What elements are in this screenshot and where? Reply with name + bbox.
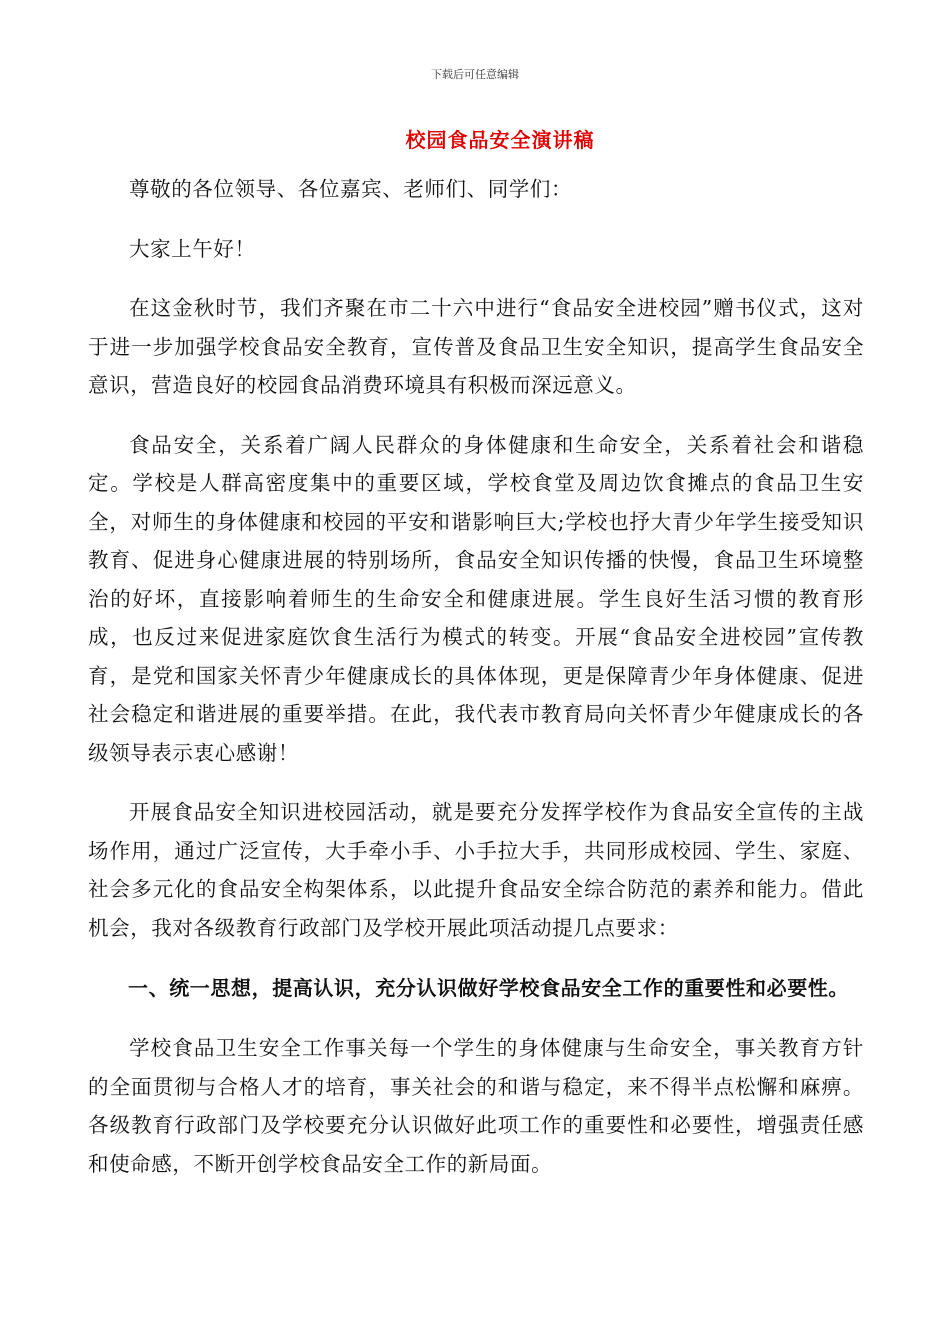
paragraph-intro: 在这金秋时节，我们齐聚在市二十六中进行“食品安全进校园”赠书仪式，这对于进一步加强学校食品安全教育，宣传普及食品卫生安全知识，提高学生食品安全意识，营造良好的校园食品消费环境具有积极而深远意义。 [88,296,864,397]
paragraph-food-safety: 食品安全，关系着广阔人民群众的身体健康和生命安全，关系着社会和谐稳定。学校是人群高密度集中的重要区域，学校食堂及周边饮食摊点的食品卫生安全，对师生的身体健康和校园的平安和谐影响巨大;学校也抒大青少年学生接受知识教育、促进身心健康进展的特别场所，食品安全知识传播的快慢，食品卫生环境整治的好坏，直接影响着师生的生命安全和健康进展。学生良好生活习惯的教育形成，也反过来促进家庭饮食生活行为模式的转变。开展“食品安全进校园”宣传教育，是党和国家关怀青少年健康成长的具体体现，更是保障青少年身体健康、促进社会稳定和谐进展的重要举措。在此，我代表市教育局向关怀青少年健康成长的各级领导表示衷心感谢！ [88,432,864,765]
paragraph-campaign: 开展食品安全知识进校园活动，就是要充分发挥学校作为食品安全宣传的主战场作用，通过广泛宣传，大手牵小手、小手拉大手，共同形成校园、学生、家庭、社会多元化的食品安全构架体系，以此提升食品安全综合防范的素养和能力。借此机会，我对各级教育行政部门及学校开展此项活动提几点要求： [88,800,864,940]
salutation: 尊敬的各位领导、各位嘉宾、老师们、同学们： [129,177,573,201]
paragraph-section-1: 学校食品卫生安全工作事关每一个学生的身体健康与生命安全，事关教育方针的全面贯彻与合格人才的培育，事关社会的和谐与稳定，来不得半点松懈和麻痹。各级教育行政部门及学校要充分认识做好此项工作的重要性和必要性，增强责任感和使命感，不断开创学校食品安全工作的新局面。 [88,1036,864,1176]
document-title: 校园食品安全演讲稿 [405,128,595,152]
greeting: 大家上午好！ [129,236,256,261]
header-note: 下载后可任意编辑 [431,68,519,81]
document-body [88,170,864,1204]
section-heading-1: 一、统一思想，提高认识，充分认识做好学校食品安全工作的重要性和必要性。 [128,976,849,1000]
